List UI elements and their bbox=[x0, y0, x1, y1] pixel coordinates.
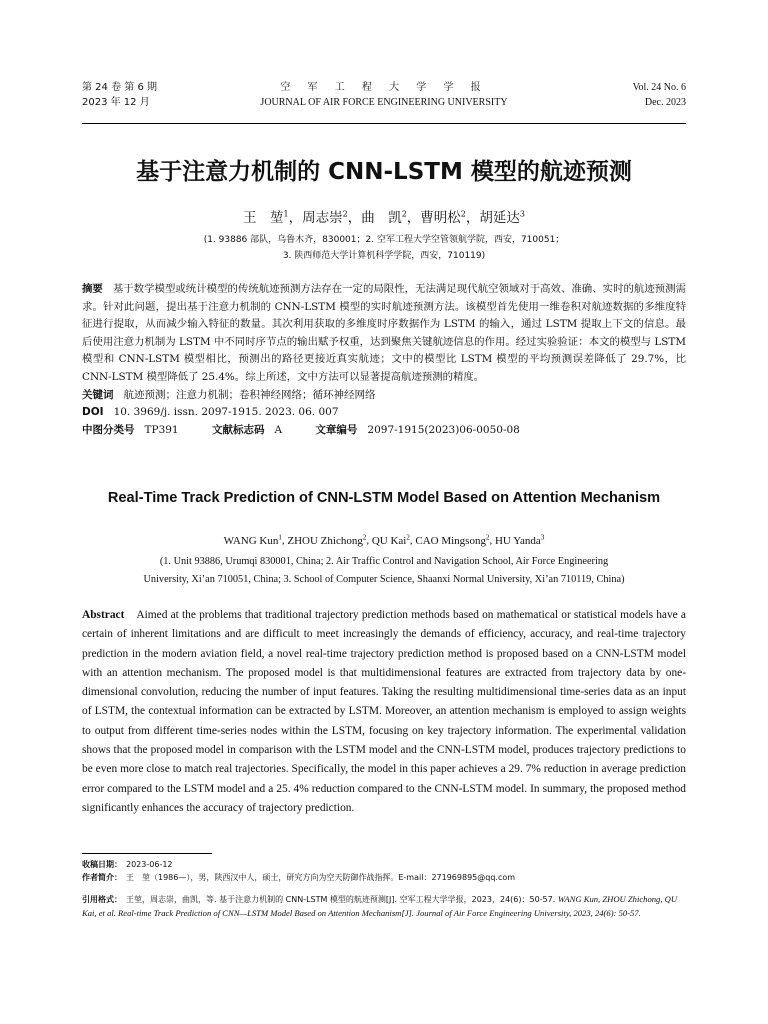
keywords-label-cn: 关键词 bbox=[82, 388, 114, 401]
citation-en: WANG Kun, ZHOU Zhichong, QU Kai, et al. Real-time Track Prediction of CNN—LSTM Model Based on Attention Mechanism[J]. Journal of Air Force Engineering University, 2023, 24(6): 50-57. bbox=[82, 894, 678, 918]
volume-info-en bbox=[633, 80, 686, 110]
abstract-text-cn: 基于数学模型或统计模型的传统航迹预测方法存在一定的局限性，无法满足现代航空领域对于高效、准确、实时的航迹预测需求。针对此问题，提出基于注意力机制的 CNN-LSTM 模型的实时航迹预测方法。该模型首先使用一维卷积对航迹数据的多维度特征进行提取，从而减少输入特征的数量。其次利用获取的多维度时序数据作为 LSTM 的输入，通过 LSTM 提取上下文的信息。最后使用注意力机制为 LSTM 中不同时序节点的输出赋予权重，达到聚焦关键航迹信息的作用。经过实验验证：本文的模型与 LSTM 模型和 CNN-LSTM 模型相比，预测出的路径更接近真实航迹；文中的模型比 LSTM 模型的平均预测误差降低了 29.7%，比 CNN-LSTM 模型降低了 25.4%。综上所述，文中方法可以显著提高航迹预测的精度。 bbox=[82, 283, 686, 383]
abstract-en bbox=[82, 606, 686, 818]
journal-name-en: JOURNAL OF AIR FORCE ENGINEERING UNIVERSITY bbox=[260, 97, 508, 108]
author-en: ZHOU Zhichong$^2$ bbox=[287, 533, 367, 547]
footnote bbox=[82, 858, 686, 884]
keywords-text-cn: 航迹预测；注意力机制；卷积神经网络；循环神经网络 bbox=[123, 388, 376, 401]
doc-code-value: A bbox=[274, 423, 283, 436]
article-number-value: 2097-1915(2023)06-0050-08 bbox=[367, 423, 520, 436]
affiliation-cn-line: 3. 陕西师范大学计算机科学学院，西安，710119) bbox=[282, 251, 486, 261]
author-en: QU Kai$^2$ bbox=[371, 533, 410, 547]
classification-line bbox=[82, 422, 686, 440]
volume-issue-cn: 第 24 卷 第 6 期 bbox=[82, 82, 157, 93]
abstract-text-en: Aimed at the problems that traditional trajectory prediction methods based on mathematical or statistical models have a certain of inherent limitations and are difficult to meet increasingly the demands of efficiency, accuracy, and real-time trajectory prediction in the modern aviation field, a novel real-time trajectory prediction method is proposed based on a CNN-LSTM model with an attention mechanism. The proposed model is that multidimensional features are extracted from trajectory data by one-dimensional convolution, reducing the number of input features. Taking the resulting multidimensional time-series data as an input of LSTM, the contextual information can be extracted by LSTM. Moreover, an attention mechanism is employed to assign weights to output from different time-series nodes within the LSTM, focusing on key trajectory information. The experimental validation shows that the proposed model in comparison with the LSTM model and the CNN-LSTM model, produces trajectory predictions to be even more close to match real trajectories. Specifically, the model in this paper achieves a 29. 7% reduction in average prediction error compared to the LSTM model and a 25. 4% reduction compared to the CNN-LSTM model. In summary, the proposed method significantly enhances the accuracy of trajectory prediction. bbox=[82, 609, 686, 814]
authors-cn: 王 堃$^1$，周志崇$^2$，曲 凯$^2$，曹明松$^2$，胡延达$^3$ bbox=[243, 209, 525, 226]
clc-label: 中图分类号 bbox=[82, 423, 135, 436]
doi-link[interactable]: 10. 3969/j. issn. 2097-1915. 2023. 06. 007 bbox=[113, 406, 339, 419]
footnote-rule bbox=[82, 853, 212, 854]
doc-code-label: 文献标志码 bbox=[211, 423, 265, 436]
author-en: HU Yanda$^3$ bbox=[494, 533, 545, 547]
affiliation-en-line: University, Xi’an 710051, China; 3. School of Computer Science, Shaanxi Normal University, Xi’an 710119, China) bbox=[143, 574, 625, 585]
received-value: 2023-06-12 bbox=[126, 860, 173, 869]
journal-name-cn: 空 军 工 程 大 学 学 报 bbox=[280, 82, 488, 93]
author-bio-text: 王 堃（1986—），男，陕西汉中人，硕士，研究方向为空天防御作战指挥。E-mail：271969895@qq.com bbox=[126, 873, 516, 882]
abstract-label-cn: 摘要 bbox=[82, 283, 103, 295]
citation bbox=[82, 893, 686, 920]
affiliation-en bbox=[70, 553, 698, 589]
title-cn: 基于注意力机制的 CNN-LSTM 模型的航迹预测 bbox=[136, 159, 632, 185]
received-label: 收稿日期： bbox=[82, 860, 122, 869]
volume-issue-en: Vol. 24 No. 6 bbox=[632, 82, 686, 93]
author-en: WANG Kun$^1$ bbox=[223, 533, 282, 547]
clc-value: TP391 bbox=[144, 423, 179, 436]
title-en: Real-Time Track Prediction of CNN-LSTM Model Based on Attention Mechanism bbox=[107, 490, 661, 506]
affiliation-en-line: (1. Unit 93886, Urumqi 830001, China; 2. Air Traffic Control and Navigation School, Air Force Engineering bbox=[159, 556, 609, 567]
running-header bbox=[82, 80, 686, 110]
author-cn: 胡延达$^3$ bbox=[479, 209, 525, 226]
date-cn: 2023 年 12 月 bbox=[82, 97, 150, 108]
journal-name bbox=[82, 80, 686, 110]
author-cn: 王 堃$^1$ bbox=[243, 209, 289, 226]
keywords-cn bbox=[82, 387, 686, 405]
citation-cn: 王堃，周志崇，曲凯，等. 基于注意力机制的 CNN-LSTM 模型的航迹预测[J]. 空军工程大学学报，2023，24(6)：50-57. bbox=[126, 895, 556, 904]
author-bio-label: 作者简介： bbox=[82, 873, 122, 882]
article-number-label: 文章编号 bbox=[315, 423, 358, 436]
header-rule bbox=[82, 123, 686, 124]
author-cn: 曹明松$^2$ bbox=[420, 209, 466, 226]
affiliation-cn-line: (1. 93886 部队，乌鲁木齐，830001；2. 空军工程大学空管领航学院，西安，710051； bbox=[203, 235, 565, 245]
author-en: CAO Mingsong$^2$ bbox=[415, 533, 490, 547]
doi-line bbox=[82, 404, 686, 422]
author-cn: 曲 凯$^2$ bbox=[361, 209, 407, 226]
author-cn: 周志崇$^2$ bbox=[302, 209, 348, 226]
affiliation-cn bbox=[82, 232, 686, 264]
date-en: Dec. 2023 bbox=[644, 97, 686, 108]
abstract-label-en: Abstract bbox=[82, 609, 125, 621]
author-bio bbox=[82, 871, 686, 884]
authors-en: WANG Kun$^1$, ZHOU Zhichong$^2$, QU Kai$^2$, CAO Mingsong$^2$, HU Yanda$^3$ bbox=[223, 533, 545, 547]
abstract-block-cn bbox=[82, 281, 686, 439]
doi-label: DOI bbox=[82, 406, 104, 419]
citation-label: 引用格式： bbox=[82, 895, 122, 904]
received-date bbox=[82, 858, 686, 871]
abstract-cn bbox=[82, 281, 686, 387]
